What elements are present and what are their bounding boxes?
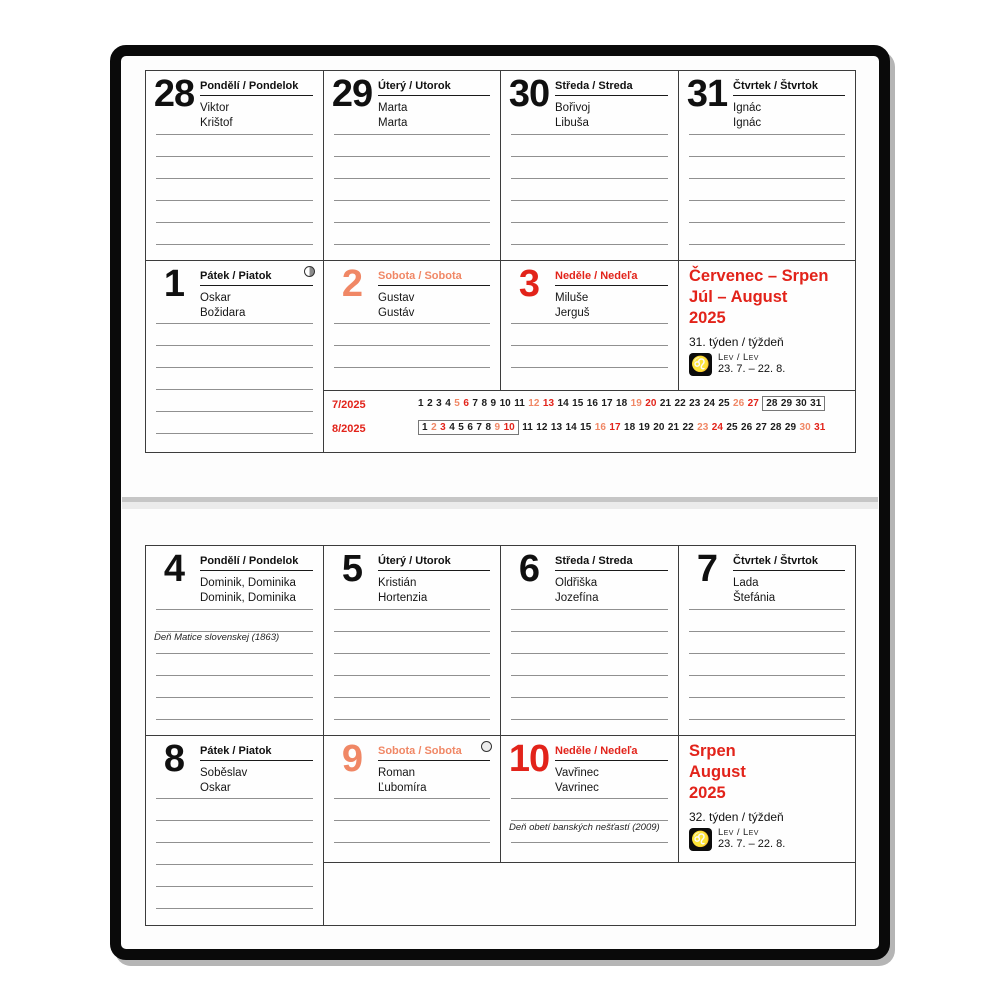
ruled-line <box>156 411 313 412</box>
ruled-line <box>156 222 313 223</box>
day-number: 7 <box>696 548 718 590</box>
mini-calendar-day: 14 <box>557 398 569 409</box>
day-header <box>200 270 313 286</box>
ruled-line <box>689 719 845 720</box>
ruled-line <box>511 323 668 324</box>
mini-calendar-day: 20 <box>645 398 657 409</box>
nameday: Štefánia <box>733 592 776 604</box>
ruled-line <box>511 631 668 632</box>
ruled-line <box>689 609 845 610</box>
current-week-box <box>418 420 519 435</box>
zodiac-text <box>718 827 785 851</box>
nameday: Ignác <box>733 117 762 129</box>
mini-calendar-day: 13 <box>550 422 563 433</box>
mini-calendar-day: 5 <box>458 422 464 433</box>
mini-calendar-day: 23 <box>689 398 701 409</box>
mini-calendar-day: 16 <box>594 422 606 433</box>
ruled-line <box>156 697 313 698</box>
mini-calendar-day: 24 <box>711 422 723 433</box>
month-title <box>689 741 851 804</box>
nameday: Vavrinec <box>555 782 599 794</box>
nameday-list <box>378 576 494 606</box>
nameday: Gustáv <box>378 307 415 319</box>
mini-calendar-day: 6 <box>467 422 473 433</box>
nameday: Oskar <box>200 292 231 304</box>
mini-calendar-row <box>324 398 855 414</box>
ruled-line <box>689 675 845 676</box>
ruled-line <box>689 156 845 157</box>
ruled-line <box>156 244 313 245</box>
nameday: Jozefína <box>555 592 599 604</box>
zodiac-leo-icon: ♌ <box>689 353 712 376</box>
nameday: Libuša <box>555 117 589 129</box>
mini-calendar-day: 30 <box>799 422 811 433</box>
nameday: Oskar <box>200 782 231 794</box>
day-header <box>378 745 490 761</box>
ruled-line <box>334 178 490 179</box>
mini-calendar-row <box>324 422 855 438</box>
nameday-list <box>555 576 672 606</box>
ruled-line <box>334 222 490 223</box>
zodiac-date-range: 23. 7. – 22. 8. <box>718 363 786 375</box>
mini-calendar-day: 30 <box>795 398 807 409</box>
mini-calendar-day: 26 <box>741 422 753 433</box>
zodiac-name: Lev / Lev <box>718 827 759 838</box>
ruled-line <box>334 244 490 245</box>
mini-calendar-band <box>323 390 856 453</box>
nameday: Hortenzia <box>378 592 428 604</box>
mini-calendar-day: 3 <box>436 398 442 409</box>
nameday-list <box>200 291 317 321</box>
page-gutter-highlight <box>122 502 878 509</box>
day-name-label: Čtvrtek / Štvrtok <box>733 555 818 567</box>
mini-calendar-day: 13 <box>542 398 555 409</box>
day-name-label: Čtvrtek / Štvrtok <box>733 80 818 92</box>
day-cell <box>500 735 679 863</box>
day-cell <box>145 545 324 736</box>
day-number: 10 <box>508 738 550 780</box>
day-cell <box>500 260 679 391</box>
mini-calendar-day: 9 <box>490 398 497 409</box>
mini-calendar-day: 19 <box>638 422 650 433</box>
full-moon-icon <box>481 741 492 752</box>
ruled-line <box>334 631 490 632</box>
mini-calendar-day: 29 <box>784 422 797 433</box>
mini-calendar-day: 24 <box>703 398 715 409</box>
day-header <box>200 745 313 761</box>
day-number: 4 <box>163 548 185 590</box>
ruled-line <box>156 345 313 346</box>
mini-calendar-day: 1 <box>418 398 424 409</box>
ruled-line <box>511 675 668 676</box>
day-header <box>378 270 490 286</box>
mini-calendar-day: 2 <box>427 398 433 409</box>
mini-calendar-day: 20 <box>653 422 665 433</box>
nameday: Lada <box>733 577 759 589</box>
day-number: 5 <box>341 548 363 590</box>
mini-calendar-day: 7 <box>472 398 478 409</box>
ruled-line <box>156 178 313 179</box>
ruled-line <box>156 389 313 390</box>
mini-calendar-day: 17 <box>601 398 613 409</box>
day-header <box>733 80 845 96</box>
nameday-list <box>555 766 672 796</box>
mini-calendar-day: 19 <box>630 398 642 409</box>
day-header <box>733 555 845 571</box>
ruled-line <box>511 156 668 157</box>
day-number: 3 <box>518 263 540 305</box>
nameday-list <box>200 766 317 796</box>
day-cell <box>323 545 501 736</box>
month-title-line: Srpen <box>689 742 736 760</box>
mini-calendar-day: 4 <box>445 398 451 409</box>
day-name-label: Úterý / Utorok <box>378 80 451 92</box>
day-cell <box>323 735 501 863</box>
ruled-line <box>156 134 313 135</box>
nameday: Dominik, Dominika <box>200 592 296 604</box>
ruled-line <box>334 798 490 799</box>
day-header <box>555 745 668 761</box>
mini-calendar-day: 18 <box>624 422 636 433</box>
nameday-list <box>200 101 317 131</box>
nameday: Roman <box>378 767 416 779</box>
ruled-line <box>156 864 313 865</box>
day-header <box>555 555 668 571</box>
mini-calendar-day: 28 <box>766 398 778 409</box>
nameday: Bořivoj <box>555 102 591 114</box>
day-name-label: Sobota / Sobota <box>378 745 462 757</box>
current-week-box <box>762 396 825 411</box>
ruled-line <box>156 609 313 610</box>
day-number: 29 <box>331 73 373 115</box>
first-quarter-moon-icon <box>304 266 315 277</box>
ruled-line <box>334 697 490 698</box>
mini-calendar-days <box>418 422 845 433</box>
mini-calendar-day: 26 <box>733 398 745 409</box>
nameday: Gustav <box>378 292 415 304</box>
mini-calendar-day: 15 <box>572 398 584 409</box>
day-number: 30 <box>508 73 550 115</box>
ruled-line <box>334 675 490 676</box>
ruled-line <box>689 244 845 245</box>
month-block <box>678 735 856 863</box>
zodiac-row <box>689 827 785 851</box>
day-cell <box>323 260 501 391</box>
day-number: 8 <box>163 738 185 780</box>
day-cell <box>500 70 679 261</box>
day-name-label: Pátek / Piatok <box>200 270 272 282</box>
mini-calendar-day: 4 <box>449 422 455 433</box>
day-cell <box>145 70 324 261</box>
day-header <box>378 80 490 96</box>
ruled-line <box>511 367 668 368</box>
mini-calendar-day: 31 <box>810 398 822 409</box>
nameday-list <box>555 101 672 131</box>
ruled-line <box>156 886 313 887</box>
mini-calendar-days <box>418 398 845 409</box>
month-title-line: 2025 <box>689 309 726 327</box>
ruled-line <box>689 697 845 698</box>
nameday-list <box>555 291 672 321</box>
mini-calendar-day: 27 <box>755 422 767 433</box>
day-header <box>555 80 668 96</box>
mini-calendar-day: 8 <box>485 422 491 433</box>
ruled-line <box>511 134 668 135</box>
day-name-label: Středa / Streda <box>555 80 633 92</box>
mini-calendar-day: 3 <box>440 422 446 433</box>
ruled-line <box>689 653 845 654</box>
ruled-line <box>334 156 490 157</box>
nameday: Soběslav <box>200 767 248 779</box>
nameday: Marta <box>378 102 408 114</box>
ruled-line <box>511 345 668 346</box>
day-number: 1 <box>163 263 185 305</box>
nameday: Viktor <box>200 102 230 114</box>
mini-calendar-day: 28 <box>770 422 782 433</box>
mini-calendar-day: 27 <box>747 398 759 409</box>
nameday-list <box>378 101 494 131</box>
day-number: 2 <box>341 263 363 305</box>
ruled-line <box>511 798 668 799</box>
mini-calendar-day: 22 <box>682 422 694 433</box>
ruled-line <box>334 842 490 843</box>
zodiac-leo-icon: ♌ <box>689 828 712 851</box>
mini-calendar-day: 21 <box>659 398 672 409</box>
day-name-label: Pondělí / Pondelok <box>200 80 299 92</box>
ruled-line <box>156 653 313 654</box>
day-name-label: Sobota / Sobota <box>378 270 462 282</box>
zodiac-name: Lev / Lev <box>718 352 759 363</box>
mini-calendar-day: 15 <box>580 422 592 433</box>
mini-calendar-day: 21 <box>667 422 680 433</box>
ruled-line <box>511 244 668 245</box>
ruled-line <box>334 134 490 135</box>
ruled-line <box>334 609 490 610</box>
mini-calendar-day: 10 <box>499 398 511 409</box>
ruled-line <box>689 134 845 135</box>
ruled-line <box>511 719 668 720</box>
mini-calendar-day: 11 <box>522 422 533 433</box>
nameday: Dominik, Dominika <box>200 577 296 589</box>
month-title-line: Červenec – Srpen <box>689 267 829 285</box>
day-cell <box>145 735 324 926</box>
mini-calendar-day: 18 <box>616 398 628 409</box>
ruled-line <box>156 675 313 676</box>
nameday: Miluše <box>555 292 589 304</box>
nameday: Ľubomíra <box>378 782 427 794</box>
ruled-line <box>156 719 313 720</box>
mini-calendar-day: 10 <box>503 422 515 433</box>
ruled-line <box>334 323 490 324</box>
ruled-line <box>511 842 668 843</box>
ruled-line <box>511 653 668 654</box>
ruled-line <box>689 222 845 223</box>
mini-calendar-day: 25 <box>718 398 730 409</box>
ruled-line <box>511 609 668 610</box>
ruled-line <box>156 908 313 909</box>
ruled-line <box>511 697 668 698</box>
day-cell <box>145 260 324 453</box>
ruled-line <box>156 156 313 157</box>
ruled-line <box>689 178 845 179</box>
zodiac-text <box>718 352 785 376</box>
day-header <box>555 270 668 286</box>
mini-calendar-day: 25 <box>726 422 738 433</box>
week-number-label: 31. týden / týždeň <box>689 335 784 349</box>
nameday-list <box>378 291 494 321</box>
ruled-line <box>334 820 490 821</box>
mini-calendar-month-label: 8/2025 <box>332 423 366 435</box>
ruled-line <box>689 631 845 632</box>
day-number: 9 <box>341 738 363 780</box>
day-cell <box>678 70 856 261</box>
day-number: 31 <box>686 73 728 115</box>
ruled-line <box>511 222 668 223</box>
day-number: 6 <box>518 548 540 590</box>
ruled-line <box>334 653 490 654</box>
mini-calendar-day: 11 <box>514 398 525 409</box>
zodiac-row <box>689 352 785 376</box>
mini-calendar-day: 31 <box>814 422 826 433</box>
zodiac-date-range: 23. 7. – 22. 8. <box>718 838 786 850</box>
mini-calendar-day: 9 <box>494 422 501 433</box>
mini-calendar-day: 8 <box>481 398 487 409</box>
nameday-list <box>378 766 494 796</box>
month-title-line: 2025 <box>689 784 726 802</box>
day-header <box>378 555 490 571</box>
ruled-line <box>156 842 313 843</box>
month-title-line: Júl – August <box>689 288 788 306</box>
ruled-line <box>156 367 313 368</box>
ruled-line <box>689 200 845 201</box>
ruled-line <box>156 433 313 434</box>
ruled-line <box>334 200 490 201</box>
nameday: Krištof <box>200 117 233 129</box>
ruled-line <box>334 367 490 368</box>
mini-calendar-day: 17 <box>609 422 621 433</box>
week-number-label: 32. týden / týždeň <box>689 810 784 824</box>
mini-calendar-day: 7 <box>476 422 482 433</box>
mini-calendar-day: 5 <box>454 398 460 409</box>
mini-calendar-day: 1 <box>422 422 428 433</box>
holiday-note: Deň Matice slovenskej (1863) <box>154 632 280 643</box>
mini-calendar-day: 14 <box>565 422 577 433</box>
day-name-label: Neděle / Nedeľa <box>555 270 638 282</box>
ruled-line <box>511 200 668 201</box>
nameday-list <box>733 101 849 131</box>
day-cell <box>323 70 501 261</box>
nameday: Kristián <box>378 577 417 589</box>
mini-calendar-month-label: 7/2025 <box>332 399 366 411</box>
month-title <box>689 266 851 329</box>
nameday: Ignác <box>733 102 762 114</box>
nameday-list <box>200 576 317 606</box>
ruled-line <box>334 345 490 346</box>
month-title-line: August <box>689 763 746 781</box>
nameday-list <box>733 576 849 606</box>
nameday: Božidara <box>200 307 246 319</box>
nameday: Marta <box>378 117 408 129</box>
day-name-label: Pondělí / Pondelok <box>200 555 299 567</box>
day-name-label: Úterý / Utorok <box>378 555 451 567</box>
ruled-line <box>156 200 313 201</box>
empty-band <box>323 862 856 926</box>
ruled-line <box>334 719 490 720</box>
month-block <box>678 260 856 391</box>
day-cell <box>500 545 679 736</box>
ruled-line <box>156 323 313 324</box>
holiday-note: Deň obetí banských nešťastí (2009) <box>509 822 660 833</box>
day-name-label: Neděle / Nedeľa <box>555 745 638 757</box>
mini-calendar-day: 2 <box>431 422 437 433</box>
nameday: Vavřinec <box>555 767 599 779</box>
day-name-label: Pátek / Piatok <box>200 745 272 757</box>
day-name-label: Středa / Streda <box>555 555 633 567</box>
mini-calendar-day: 12 <box>528 398 540 409</box>
ruled-line <box>156 798 313 799</box>
mini-calendar-day: 29 <box>780 398 793 409</box>
mini-calendar-day: 23 <box>697 422 709 433</box>
day-header <box>200 555 313 571</box>
day-cell <box>678 545 856 736</box>
ruled-line <box>511 820 668 821</box>
nameday: Oldřiška <box>555 577 598 589</box>
day-number: 28 <box>153 73 195 115</box>
mini-calendar-day: 22 <box>674 398 686 409</box>
ruled-line <box>156 820 313 821</box>
mini-calendar-day: 6 <box>463 398 469 409</box>
mini-calendar-day: 16 <box>586 398 598 409</box>
day-header <box>200 80 313 96</box>
ruled-line <box>511 178 668 179</box>
nameday: Jerguš <box>555 307 590 319</box>
mini-calendar-day: 12 <box>536 422 548 433</box>
